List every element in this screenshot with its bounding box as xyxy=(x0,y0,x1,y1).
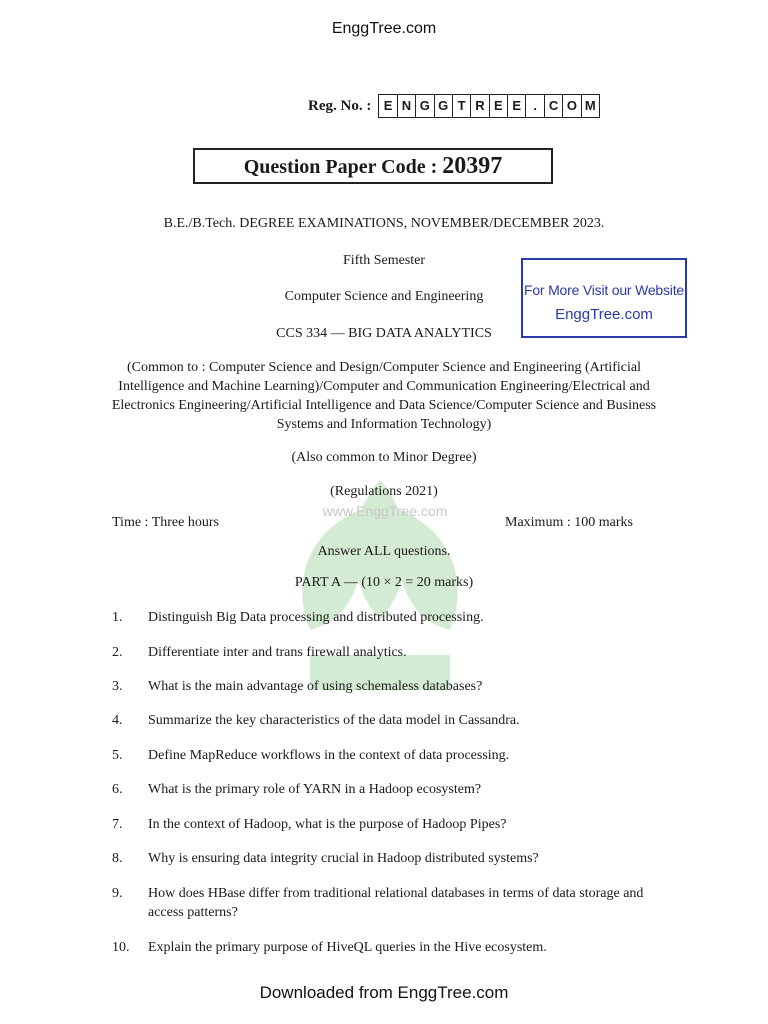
reg-box: . xyxy=(526,95,544,117)
question-paper-code xyxy=(193,148,553,184)
question-text: Differentiate inter and trans firewall analytics. xyxy=(148,645,407,660)
exam-title: B.E./B.Tech. DEGREE EXAMINATIONS, NOVEMBER/DECEMBER 2023. xyxy=(163,216,605,231)
question-number: 3. xyxy=(112,679,123,694)
department: Computer Science and Engineering xyxy=(284,289,484,304)
max-marks: Maximum : 100 marks xyxy=(505,515,633,530)
minor-degree-note: (Also common to Minor Degree) xyxy=(291,450,477,465)
reg-box: C xyxy=(545,95,563,117)
reg-box: E xyxy=(508,95,526,117)
question-text: What is the main advantage of using schemaless databases? xyxy=(148,679,483,694)
qp-code-label: Question Paper Code : xyxy=(243,156,438,178)
question-text: Define MapReduce workflows in the context of data processing. xyxy=(148,748,510,763)
question-number: 7. xyxy=(112,817,123,832)
question-number: 5. xyxy=(112,748,123,763)
semester: Fifth Semester xyxy=(342,253,426,268)
question-number: 1. xyxy=(112,610,123,625)
question-text: What is the primary role of YARN in a Hadoop ecosystem? xyxy=(148,782,482,797)
reg-box: G xyxy=(416,95,434,117)
site-header: EnggTree.com xyxy=(331,20,437,37)
question-text: Distinguish Big Data processing and distributed processing. xyxy=(148,610,484,625)
reg-box: T xyxy=(453,95,471,117)
promo-line-1: For More Visit our Website xyxy=(523,282,684,298)
question-number: 9. xyxy=(112,886,123,901)
registration-number xyxy=(308,93,600,119)
reg-box: O xyxy=(563,95,581,117)
reg-box: E xyxy=(379,95,397,117)
question-number: 2. xyxy=(112,645,123,660)
instruction: Answer ALL questions. xyxy=(317,544,451,559)
question-number: 4. xyxy=(112,713,123,728)
reg-no-label: Reg. No. : xyxy=(308,97,372,114)
common-to-paragraph: (Common to : Computer Science and Design/Computer Science and Engineering (Artificial Intelligence and Machine Learning)/Computer and Communication Engineering/Electrical and Electronics Engineering/Artificial Intelligence and Data Science/Computer Science and Business Systems and Information Technology) xyxy=(111,360,657,432)
question-text: Explain the primary purpose of HiveQL queries in the Hive ecosystem. xyxy=(148,940,547,955)
question-text: How does HBase differ from traditional relational databases in terms of data storage and access patterns? xyxy=(148,886,644,920)
reg-no-boxes xyxy=(378,94,600,118)
qp-code-value: 20397 xyxy=(442,153,503,179)
regulations: (Regulations 2021) xyxy=(330,484,438,499)
promo-line-2: EnggTree.com xyxy=(555,306,653,323)
watermark-url: www.EnggTree.com xyxy=(322,503,448,519)
reg-box: M xyxy=(584,98,596,113)
question-text: In the context of Hadoop, what is the purpose of Hadoop Pipes? xyxy=(148,817,507,832)
question-number: 6. xyxy=(112,782,123,797)
part-a-heading: PART A — (10 × 2 = 20 marks) xyxy=(294,575,474,590)
question-text: Summarize the key characteristics of the data model in Cassandra. xyxy=(148,713,520,728)
question-text: Why is ensuring data integrity crucial in Hadoop distributed systems? xyxy=(148,851,539,866)
question-number: 10. xyxy=(112,940,130,955)
reg-box: R xyxy=(471,95,489,117)
reg-box: E xyxy=(490,95,508,117)
question-number: 8. xyxy=(112,851,123,866)
site-footer: Downloaded from EnggTree.com xyxy=(259,983,509,1002)
reg-box: G xyxy=(435,95,453,117)
exam-time: Time : Three hours xyxy=(112,515,219,530)
reg-box: N xyxy=(398,95,416,117)
course-title: CCS 334 — BIG DATA ANALYTICS xyxy=(276,326,492,341)
website-promo-box[interactable] xyxy=(521,258,687,338)
